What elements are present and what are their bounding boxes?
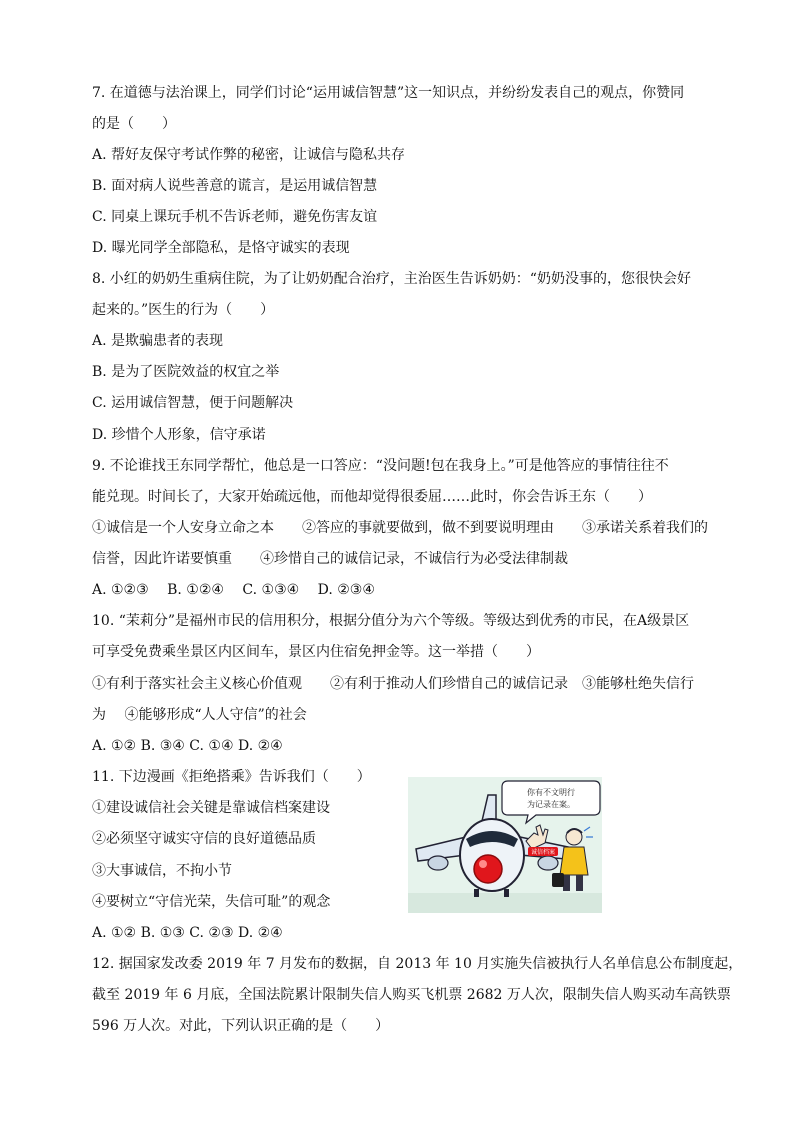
q8-option-b: B. 是为了医院效益的权宜之举	[92, 364, 280, 380]
q8-option-c: C. 运用诚信智慧，便于问题解决	[92, 395, 294, 411]
q12-stem-line1: 12. 据国家发改委 2019 年 7 月发布的数据，自 2013 年 10 月实施失信被执行人名单信息公布制度起，	[92, 956, 743, 972]
cartoon-refuse-boarding	[408, 777, 602, 913]
airplane-nose-icon	[474, 855, 502, 883]
q10-statements-line2: 为 ④能够形成“人人守信”的社会	[92, 707, 307, 723]
q7-stem-line1: 7. 在道德与法治课上，同学们讨论“运用诚信智慧”这一知识点，并纷纷发表自己的观点，你赞同	[92, 85, 685, 101]
q11-item-2: ②必须坚守诚实守信的良好道德品质	[92, 831, 316, 847]
passenger-shirt-icon	[560, 847, 588, 875]
airplane-engine-icon	[428, 856, 448, 870]
cartoon-illustration	[408, 777, 602, 913]
q11-choices: A. ①② B. ①③ C. ②③ D. ②④	[92, 925, 283, 941]
q9-stem-line1: 9. 不论谁找王东同学帮忙，他总是一口答应：“没问题!包在我身上。”可是他答应的事情往往不	[92, 458, 669, 474]
q7-option-a: A. 帮好友保守考试作弊的秘密，让诚信与隐私共存	[92, 147, 406, 163]
passenger-leg-icon	[576, 875, 583, 891]
q7-option-d: D. 曝光同学全部隐私，是恪守诚实的表现	[92, 240, 350, 256]
speech-bubble-line1: 你有不文明行	[527, 788, 575, 797]
q11-item-4: ④要树立“守信光荣，失信可耻”的观念	[92, 894, 331, 910]
q12-stem-line3: 596 万人次。对此，下列认识正确的是（ ）	[92, 1018, 390, 1034]
q12-stem-line2: 截至 2019 年 6 月底，全国法院累计限制失信人购买飞机票 2682 万人次，限制失信人购买动车高铁票	[92, 987, 731, 1003]
q11-item-1: ①建设诚信社会关键是靠诚信档案建设	[92, 800, 330, 816]
q9-statements-line1: ①诚信是一个人安身立命之本 ②答应的事就要做到，做不到要说明理由 ③承诺关系着我们的	[92, 520, 708, 536]
integrity-record-badge-label: 诚信档案	[530, 849, 556, 856]
nose-highlight-icon	[479, 860, 487, 868]
landing-gear-icon	[504, 889, 509, 897]
q9-stem-line2: 能兑现。时间长了，大家开始疏远他，而他却觉得很委屈……此时，你会告诉王东（ ）	[92, 489, 652, 505]
airplane-engine-icon	[538, 856, 558, 870]
q7-option-b: B. 面对病人说些善意的谎言，是运用诚信智慧	[92, 178, 378, 194]
q10-stem-line1: 10. “茉莉分”是福州市民的信用积分，根据分值分为六个等级。等级达到优秀的市民，在A级景区	[92, 613, 690, 629]
q8-stem-line1: 8. 小红的奶奶生重病住院，为了让奶奶配合治疗，主治医生告诉奶奶：“奶奶没事的，您很快会好	[92, 271, 691, 287]
landing-gear-icon	[474, 889, 479, 897]
q9-choices: A. ①②③ B. ①②④ C. ①③④ D. ②③④	[92, 582, 375, 598]
suitcase-icon	[552, 873, 564, 887]
q8-option-d: D. 珍惜个人形象，信守承诺	[92, 427, 266, 443]
q7-option-c: C. 同桌上课玩手机不告诉老师，避免伤害友谊	[92, 209, 378, 225]
q10-statements-line1: ①有利于落实社会主义核心价值观 ②有利于推动人们珍惜自己的诚信记录 ③能够杜绝失信行	[92, 676, 694, 692]
passenger-leg-icon	[563, 875, 570, 891]
q8-option-a: A. 是欺骗患者的表现	[92, 333, 224, 349]
q11-item-3: ③大事诚信，不拘小节	[92, 863, 232, 879]
q8-stem-line2: 起来的。”医生的行为（ ）	[92, 302, 275, 318]
q7-stem-line2: 的是（ ）	[92, 116, 176, 132]
q10-choices: A. ①② B. ③④ C. ①④ D. ②④	[92, 738, 283, 754]
q11-stem: 11. 下边漫画《拒绝搭乘》告诉我们（ ）	[92, 769, 371, 785]
q9-statements-line2: 信誉，因此许诺要慎重 ④珍惜自己的诚信记录，不诚信行为必受法律制裁	[92, 551, 568, 567]
q10-stem-line2: 可享受免费乘坐景区内区间车，景区内住宿免押金等。这一举措（ ）	[92, 644, 540, 660]
speech-bubble-line2: 为记录在案。	[527, 800, 575, 809]
